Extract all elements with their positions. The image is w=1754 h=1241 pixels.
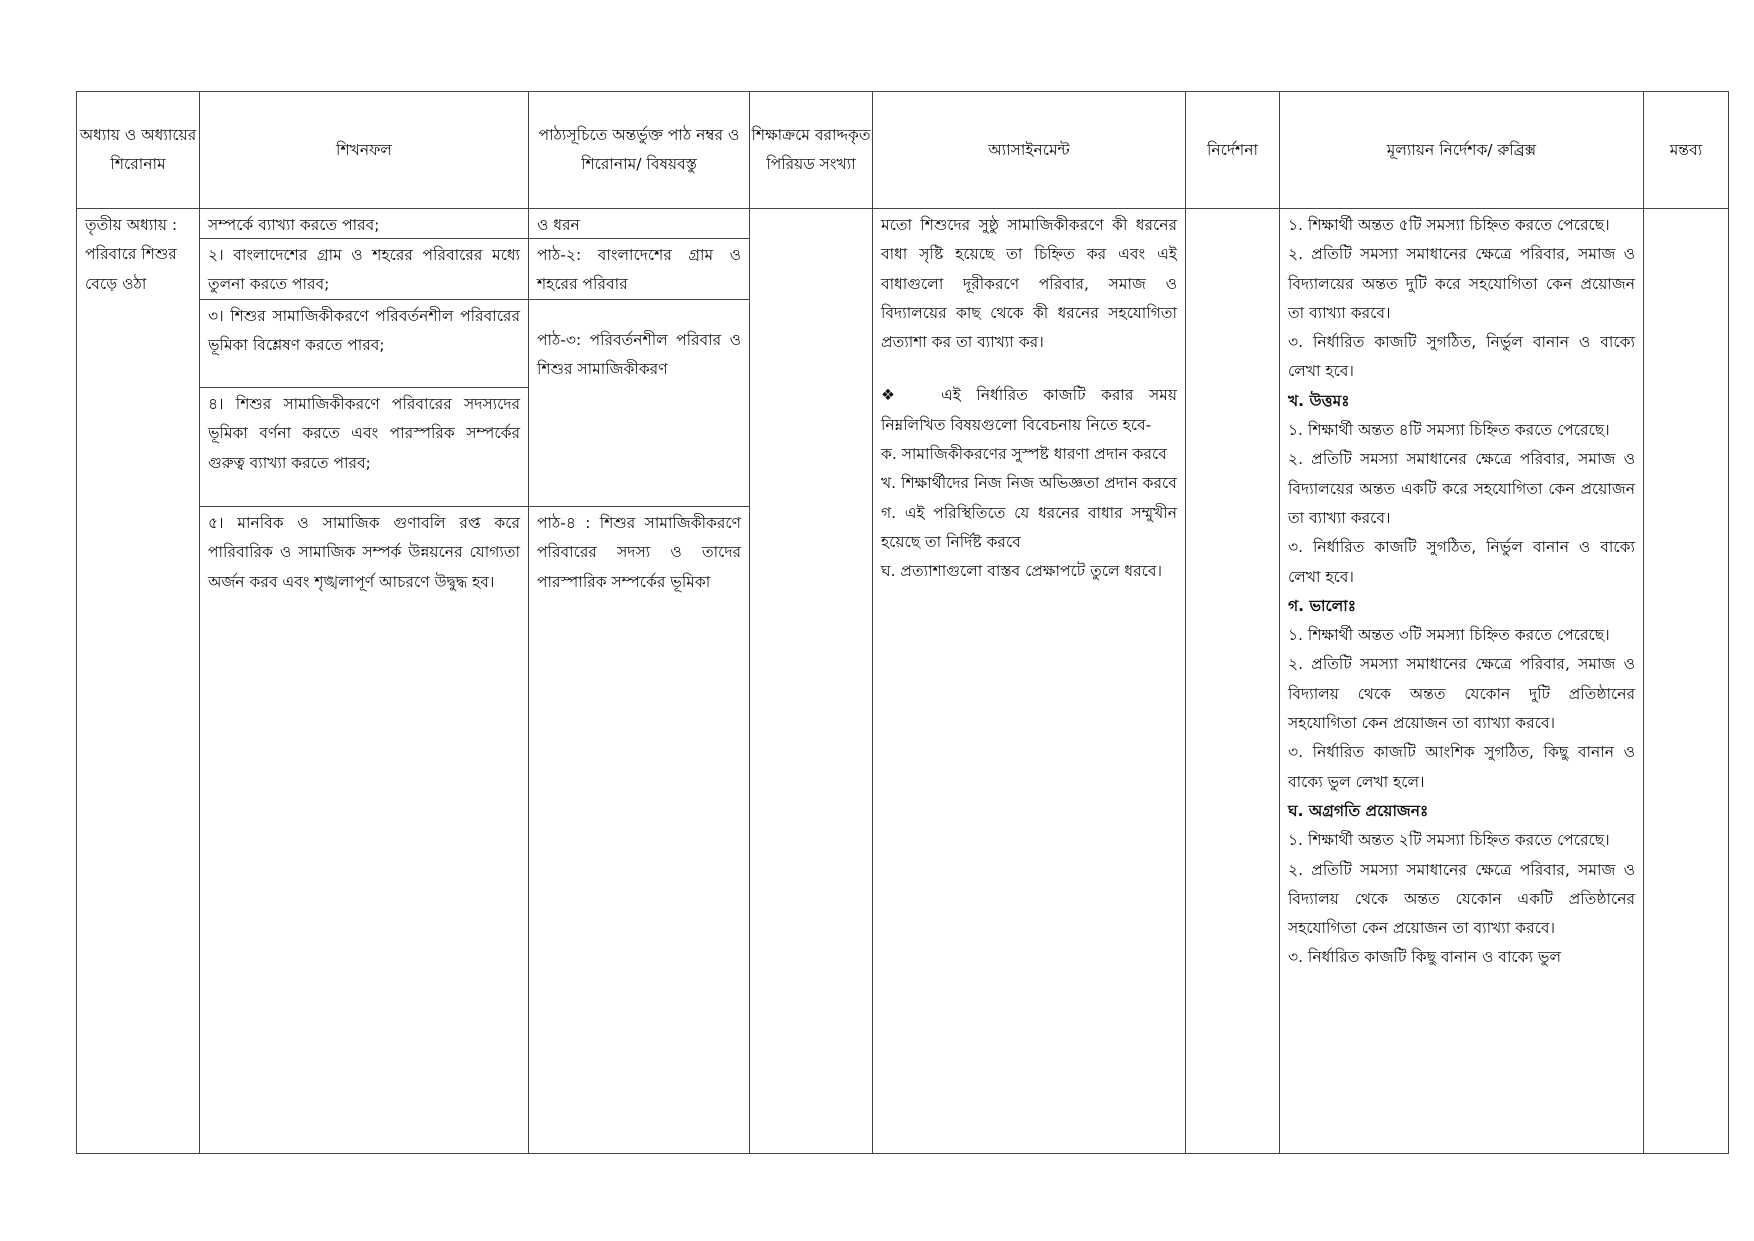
- lesson-item: পাঠ-২: বাংলাদেশের গ্রাম ও শহরের পরিবার: [529, 239, 749, 300]
- header-instruction: নির্দেশনা: [1186, 92, 1280, 209]
- content-row: [77, 209, 1729, 1154]
- assignment-task: মতো শিশুদের সুষ্ঠু সামাজিকীকরণে কী ধরনের বাধা সৃষ্টি হয়েছে তা চিহ্নিত কর এবং এই বাধাগুলো দূরীকরণে পরিবার, সমাজ ও বিদ্যালয়ের কাছ থেকে কী ধরনের সহযোগিতা প্রত্যাশা কর তা ব্যাখ্যা কর।: [881, 216, 1177, 352]
- rubric-item: ২. প্রতিটি সমস্যা সমাধানের ক্ষেত্রে পরিবার, সমাজ ও বিদ্যালয় থেকে অন্তত যেকোন একটি প্রতিষ্ঠানের সহযোগিতা কেন প্রয়োজন তা ব্যাখ্যা করবে।: [1288, 860, 1635, 938]
- rubric-item: ১. শিক্ষার্থী অন্তত ২টি সমস্যা চিহ্নিত করতে পেরেছে।: [1288, 831, 1610, 850]
- outcome-item: ৫। মানবিক ও সামাজিক গুণাবলি রপ্ত করে পারিবারিক ও সামাজিক সম্পর্ক উন্নয়নের যোগ্যতা অর্জন করব এবং শৃঙ্খলাপূর্ণ আচরণে উদ্বুদ্ধ হব।: [208, 514, 520, 591]
- rubric-item: ১. শিক্ষার্থী অন্তত ৪টি সমস্যা চিহ্নিত করতে পেরেছে।: [1288, 421, 1610, 440]
- header-chapter: অধ্যায় ও অধ্যায়ের শিরোনাম: [77, 92, 200, 209]
- rubric-level-title: গ. ভালোঃ: [1288, 596, 1357, 615]
- outcome-item: সম্পর্কে ব্যাখ্যা করতে পারব;: [200, 209, 528, 239]
- assignment-point: খ. শিক্ষার্থীদের নিজ নিজ অভিজ্ঞতা প্রদান করবে: [881, 474, 1177, 493]
- assignment-point: ক. সামাজিকীকরণের সুস্পষ্ট ধারণা প্রদান করবে: [881, 445, 1167, 464]
- curriculum-table-page: [76, 91, 1728, 1154]
- rubric-item: ৩. নির্ধারিত কাজটি সুগঠিত, নির্ভুল বানান ও বাক্যে লেখা হবে।: [1288, 538, 1635, 586]
- outcome-item: ৩। শিশুর সামাজিকীকরণে পরিবর্তনশীল পরিবারের ভূমিকা বিশ্লেষণ করতে পারব;: [200, 300, 528, 388]
- header-lesson: পাঠ্যসূচিতে অন্তর্ভুক্ত পাঠ নম্বর ও শিরোনাম/ বিষয়বস্তু: [529, 92, 750, 209]
- rubric-text: [1280, 209, 1643, 975]
- rubric-item: ২. প্রতিটি সমস্যা সমাধানের ক্ষেত্রে পরিবার, সমাজ ও বিদ্যালয় থেকে অন্তত যেকোন দুটি প্রতিষ্ঠানের সহযোগিতা কেন প্রয়োজন তা ব্যাখ্যা করবে।: [1288, 655, 1635, 733]
- assignment-point: ঘ. প্রত্যাশাগুলো বাস্তব প্রেক্ষাপটে তুলে ধরবে।: [881, 562, 1163, 581]
- header-assignment: অ্যাসাইনমেন্ট: [873, 92, 1186, 209]
- header-periods: শিক্ষাক্রমে বরাদ্দকৃত পিরিয়ড সংখ্যা: [750, 92, 873, 209]
- lesson-item: ও ধরন: [529, 209, 749, 239]
- rubric-item: ৩. নির্ধারিত কাজটি সুগঠিত, নির্ভুল বানান ও বাক্যে লেখা হবে।: [1288, 333, 1635, 381]
- outcome-item: ৪। শিশুর সামাজিকীকরণে পরিবারের সদস্যদের ভূমিকা বর্ণনা করতে এবং পারস্পরিক সম্পর্কের গুরুত্ব ব্যাখ্যা করতে পারব;: [200, 388, 528, 507]
- chapter-cell: [77, 209, 200, 1154]
- instruction-cell: [1186, 209, 1280, 1154]
- rubric-item: ৩. নির্ধারিত কাজটি কিছু বানান ও বাক্যে ভুল: [1288, 948, 1562, 967]
- curriculum-table: [76, 91, 1729, 1154]
- chapter-title: তৃতীয় অধ্যায় : পরিবারে শিশুর বেড়ে ওঠা: [85, 216, 178, 293]
- header-outcome: শিখনফল: [200, 92, 529, 209]
- rubric-item: ৩. নির্ধারিত কাজটি আংশিক সুগঠিত, কিছু বানান ও বাক্যে ভুল লেখা হলে।: [1288, 743, 1635, 791]
- periods-cell: [750, 209, 873, 1154]
- rubric-item: ২. প্রতিটি সমস্যা সমাধানের ক্ষেত্রে পরিবার, সমাজ ও বিদ্যালয়ের অন্তত একটি করে সহযোগিতা কেন প্রয়োজন তা ব্যাখ্যা করবে।: [1288, 450, 1635, 527]
- rubric-item: ২. প্রতিটি সমস্যা সমাধানের ক্ষেত্রে পরিবার, সমাজ ও বিদ্যালয়ের অন্তত দুটি করে সহযোগিতা কেন প্রয়োজন তা ব্যাখ্যা করবে।: [1288, 245, 1635, 322]
- rubric-item: ১. শিক্ষার্থী অন্তত ৩টি সমস্যা চিহ্নিত করতে পেরেছে।: [1288, 626, 1610, 645]
- outcome-item: ২। বাংলাদেশের গ্রাম ও শহরের পরিবারের মধ্যে তুলনা করতে পারব;: [200, 239, 528, 300]
- lesson-item: পাঠ-৪ : শিশুর সামাজিকীকরণে পরিবারের সদস্য ও তাদের পারস্পারিক সম্পর্কের ভূমিকা: [537, 514, 741, 591]
- rubric-item: ১. শিক্ষার্থী অন্তত ৫টি সমস্যা চিহ্নিত করতে পেরেছে।: [1288, 216, 1610, 234]
- lesson-item: পাঠ-৩: পরিবর্তনশীল পরিবার ও শিশুর সামাজিকীকরণ: [529, 300, 749, 507]
- lessons-cell: [529, 209, 750, 1154]
- rubric-level-title: খ. উত্তমঃ: [1288, 391, 1350, 410]
- rubric-level-title: ঘ. অগ্রগতি প্রয়োজনঃ: [1288, 801, 1429, 820]
- assignment-point: গ. এই পরিস্থিতিতে যে ধরনের বাধার সম্মুখীন হয়েছে তা নির্দিষ্ট করবে: [881, 503, 1177, 551]
- assignment-note-text: এই নির্ধারিত কাজটি করার সময় নিম্নলিখিত বিষয়গুলো বিবেচনায় নিতে হবে-: [881, 386, 1177, 434]
- remarks-cell: [1644, 209, 1729, 1154]
- assignment-cell: [873, 209, 1186, 1154]
- rubric-cell: [1280, 209, 1644, 1154]
- header-row: [77, 92, 1729, 209]
- outcomes-cell: [200, 209, 529, 1154]
- header-remarks: মন্তব্য: [1644, 92, 1729, 209]
- assignment-text: [873, 209, 1185, 589]
- diamond-bullet-icon: ❖: [881, 386, 895, 405]
- assignment-note: [881, 381, 1177, 440]
- header-rubric: মূল্যায়ন নির্দেশক/ রুব্রিক্স: [1280, 92, 1644, 209]
